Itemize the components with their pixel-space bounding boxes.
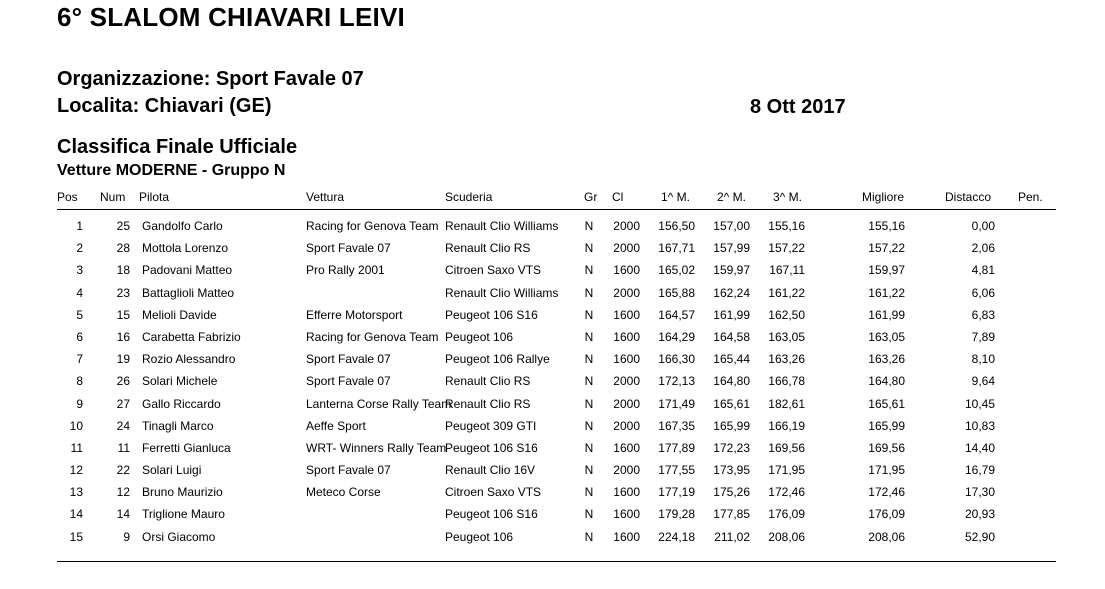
header-gr: Gr — [584, 190, 598, 204]
cell-gr: N — [584, 219, 594, 233]
cell-m3: 167,11 — [769, 263, 805, 278]
table-header — [0, 190, 1105, 208]
cell-num: 24 — [116, 418, 130, 433]
cell-best: 165,61 — [868, 396, 905, 411]
table-row — [0, 327, 1105, 349]
cell-num: 23 — [116, 285, 130, 300]
cell-m3: 161,22 — [768, 285, 805, 300]
cell-m1: 224,18 — [658, 529, 695, 544]
cell-dist: 52,90 — [964, 529, 995, 544]
cell-m1: 167,35 — [658, 418, 695, 433]
cell-scuderia: Renault Clio Williams — [445, 285, 559, 300]
table-row — [0, 482, 1105, 504]
table-row — [0, 438, 1105, 460]
cell-scuderia: Renault Clio RS — [445, 241, 531, 256]
cell-scuderia: Renault Clio RS — [445, 374, 531, 389]
cell-m2: 164,80 — [713, 374, 750, 389]
cell-scuderia: Peugeot 106 Rallye — [445, 352, 550, 367]
cell-pos: 14 — [69, 507, 83, 522]
cell-m3: 166,19 — [768, 418, 805, 433]
header-pos: Pos — [57, 190, 78, 204]
cell-scuderia: Peugeot 106 — [445, 529, 514, 544]
cell-pilota: Solari Michele — [142, 374, 218, 389]
cell-vettura: Efferre Motorsport — [306, 307, 403, 322]
cell-gr: N — [584, 485, 594, 500]
cell-m1: 177,89 — [658, 440, 695, 455]
cell-dist: 6,83 — [971, 307, 995, 322]
cell-m3: 182,61 — [768, 396, 805, 411]
cell-vettura: Racing for Genova Team — [306, 329, 439, 344]
cell-best: 171,95 — [868, 463, 905, 478]
cell-pos: 4 — [76, 285, 83, 300]
cell-m3: 157,22 — [768, 241, 805, 256]
cell-cl: 1600 — [613, 507, 640, 522]
cell-gr: N — [584, 529, 594, 544]
cell-cl: 1600 — [613, 352, 640, 367]
cell-gr: N — [584, 285, 594, 300]
cell-best: 159,97 — [868, 263, 905, 278]
cell-cl: 2000 — [613, 463, 640, 478]
cell-pilota: Gallo Riccardo — [142, 396, 221, 411]
cell-m2: 164,58 — [713, 329, 750, 344]
table-row — [0, 283, 1105, 305]
cell-m2: 159,97 — [713, 263, 750, 278]
header-scuderia: Scuderia — [445, 190, 493, 204]
cell-pos: 9 — [76, 396, 83, 411]
cell-m3: 176,09 — [768, 507, 805, 522]
cell-scuderia: Peugeot 106 S16 — [445, 307, 538, 322]
cell-scuderia: Citroen Saxo VTS — [445, 263, 542, 278]
cell-scuderia: Peugeot 106 S16 — [445, 440, 538, 455]
cell-gr: N — [584, 440, 594, 455]
cell-m3: 162,50 — [768, 307, 805, 322]
header-num: Num — [100, 190, 126, 204]
cell-gr: N — [584, 418, 594, 433]
cell-dist: 7,89 — [971, 329, 995, 344]
cell-m3: 166,78 — [768, 374, 805, 389]
cell-best: 176,09 — [868, 507, 905, 522]
cell-pilota: Gandolfo Carlo — [142, 219, 223, 233]
cell-num: 22 — [116, 463, 130, 478]
cell-pilota: Bruno Maurizio — [142, 485, 223, 500]
cell-cl: 2000 — [613, 418, 640, 433]
cell-dist: 8,10 — [971, 352, 995, 367]
cell-gr: N — [584, 396, 594, 411]
cell-num: 19 — [116, 352, 130, 367]
cell-best: 172,46 — [868, 485, 905, 500]
cell-num: 16 — [116, 329, 130, 344]
cell-dist: 6,06 — [971, 285, 995, 300]
cell-m3: 208,06 — [768, 529, 805, 544]
cell-m3: 163,05 — [768, 329, 805, 344]
cell-cl: 2000 — [613, 241, 640, 256]
cell-vettura: Pro Rally 2001 — [306, 263, 385, 278]
cell-best: 169,56 — [868, 440, 905, 455]
location-label: Localita: Chiavari (GE) — [57, 95, 272, 117]
cell-pos: 6 — [76, 329, 83, 344]
cell-m2: 157,99 — [713, 241, 750, 256]
cell-pos: 7 — [76, 352, 83, 367]
header-pen: Pen. — [1018, 190, 1043, 204]
cell-m1: 164,57 — [658, 307, 695, 322]
cell-scuderia: Peugeot 106 — [445, 329, 514, 344]
cell-dist: 10,83 — [964, 418, 995, 433]
cell-cl: 1600 — [613, 329, 640, 344]
cell-pilota: Ferretti Gianluca — [142, 440, 231, 455]
cell-gr: N — [584, 263, 594, 278]
cell-best: 163,05 — [868, 329, 905, 344]
cell-cl: 1600 — [613, 485, 640, 500]
classification-title: Classifica Finale Ufficiale — [57, 136, 298, 158]
cell-m2: 162,24 — [713, 285, 750, 300]
table-row — [0, 216, 1105, 238]
cell-m1: 177,19 — [658, 485, 695, 500]
cell-dist: 10,45 — [964, 396, 995, 411]
cell-vettura: Sport Favale 07 — [306, 352, 391, 367]
cell-m2: 173,95 — [713, 463, 750, 478]
results-table — [0, 216, 1105, 549]
page-title: 6° SLALOM CHIAVARI LEIVI — [57, 2, 405, 32]
table-row — [0, 260, 1105, 282]
cell-best: 165,99 — [868, 418, 905, 433]
cell-cl: 2000 — [613, 219, 640, 233]
cell-dist: 9,64 — [971, 374, 995, 389]
cell-num: 12 — [116, 485, 130, 500]
cell-cl: 1600 — [613, 307, 640, 322]
table-row — [0, 238, 1105, 260]
cell-cl: 1600 — [613, 263, 640, 278]
cell-vettura: Racing for Genova Team — [306, 219, 439, 233]
cell-pilota: Orsi Giacomo — [142, 529, 216, 544]
table-row — [0, 349, 1105, 371]
cell-pos: 1 — [76, 219, 83, 233]
cell-gr: N — [584, 307, 594, 322]
cell-m2: 161,99 — [713, 307, 750, 322]
organization-label: Organizzazione: Sport Favale 07 — [57, 68, 364, 90]
header-pilota: Pilota — [139, 190, 170, 204]
cell-vettura: Sport Favale 07 — [306, 463, 391, 478]
cell-m2: 165,61 — [713, 396, 750, 411]
table-row — [0, 305, 1105, 327]
table-row — [0, 460, 1105, 482]
cell-m1: 165,02 — [658, 263, 695, 278]
cell-pilota: Melioli Davide — [142, 307, 217, 322]
header-dist: Distacco — [945, 190, 992, 204]
table-row — [0, 504, 1105, 526]
cell-pilota: Triglione Mauro — [142, 507, 225, 522]
cell-m1: 164,29 — [658, 329, 695, 344]
cell-best: 208,06 — [868, 529, 905, 544]
cell-pilota: Battaglioli Matteo — [142, 285, 235, 300]
header-m2: 2^ M. — [717, 190, 746, 204]
cell-m1: 167,71 — [658, 241, 695, 256]
cell-dist: 16,79 — [964, 463, 995, 478]
cell-dist: 4,81 — [971, 263, 995, 278]
table-row — [0, 371, 1105, 393]
cell-m3: 163,26 — [768, 352, 805, 367]
cell-m3: 169,56 — [768, 440, 805, 455]
cell-dist: 0,00 — [971, 219, 995, 233]
cell-m3: 172,46 — [768, 485, 805, 500]
cell-m2: 211,02 — [714, 529, 750, 544]
cell-num: 14 — [116, 507, 130, 522]
cell-m2: 177,85 — [713, 507, 750, 522]
cell-pilota: Carabetta Fabrizio — [142, 329, 241, 344]
footer-divider — [57, 561, 1056, 562]
cell-best: 157,22 — [868, 241, 905, 256]
table-row — [0, 416, 1105, 438]
cell-vettura: WRT- Winners Rally Team — [306, 440, 447, 455]
cell-vettura: Meteco Corse — [306, 485, 381, 500]
cell-vettura: Sport Favale 07 — [306, 374, 391, 389]
cell-scuderia: Renault Clio 16V — [445, 463, 536, 478]
cell-num: 18 — [116, 263, 130, 278]
header-m1: 1^ M. — [661, 190, 690, 204]
cell-dist: 14,40 — [964, 440, 995, 455]
cell-pos: 15 — [69, 529, 83, 544]
cell-scuderia: Renault Clio RS — [445, 396, 531, 411]
cell-num: 11 — [117, 440, 130, 455]
cell-m1: 172,13 — [658, 374, 695, 389]
cell-scuderia: Renault Clio Williams — [445, 219, 559, 233]
cell-cl: 2000 — [613, 374, 640, 389]
table-row — [0, 527, 1105, 549]
cell-pilota: Tinagli Marco — [142, 418, 214, 433]
cell-gr: N — [584, 507, 594, 522]
cell-best: 155,16 — [868, 219, 905, 233]
cell-scuderia: Citroen Saxo VTS — [445, 485, 542, 500]
cell-m2: 165,99 — [713, 418, 750, 433]
cell-num: 25 — [116, 219, 130, 233]
cell-vettura: Aeffe Sport — [306, 418, 366, 433]
cell-m1: 171,49 — [658, 396, 695, 411]
cell-m1: 177,55 — [658, 463, 695, 478]
cell-pilota: Padovani Matteo — [142, 263, 233, 278]
cell-gr: N — [584, 374, 594, 389]
header-best: Migliore — [862, 190, 905, 204]
category-subtitle: Vetture MODERNE - Gruppo N — [57, 162, 286, 179]
cell-pos: 5 — [76, 307, 83, 322]
cell-scuderia: Peugeot 309 GTI — [445, 418, 537, 433]
cell-vettura: Lanterna Corse Rally Team — [306, 396, 452, 411]
cell-m2: 172,23 — [713, 440, 750, 455]
cell-pos: 3 — [76, 263, 83, 278]
cell-m1: 165,88 — [658, 285, 695, 300]
event-date: 8 Ott 2017 — [750, 96, 846, 118]
cell-best: 163,26 — [868, 352, 905, 367]
header-vettura: Vettura — [306, 190, 345, 204]
header-m3: 3^ M. — [773, 190, 802, 204]
cell-pilota: Rozio Alessandro — [142, 352, 236, 367]
cell-best: 164,80 — [868, 374, 905, 389]
cell-cl: 1600 — [613, 529, 640, 544]
cell-pos: 12 — [69, 463, 83, 478]
cell-m3: 155,16 — [768, 219, 805, 233]
cell-m3: 171,95 — [768, 463, 805, 478]
cell-pilota: Solari Luigi — [142, 463, 202, 478]
cell-best: 161,22 — [868, 285, 905, 300]
header-divider — [57, 209, 1056, 210]
cell-m1: 166,30 — [658, 352, 695, 367]
cell-num: 28 — [116, 241, 130, 256]
cell-m2: 165,44 — [713, 352, 750, 367]
cell-best: 161,99 — [868, 307, 905, 322]
header-cl: Cl — [612, 190, 624, 204]
cell-pos: 11 — [70, 440, 83, 455]
cell-pilota: Mottola Lorenzo — [142, 241, 229, 256]
cell-num: 26 — [116, 374, 130, 389]
cell-pos: 2 — [76, 241, 83, 256]
cell-m2: 157,00 — [713, 219, 750, 233]
cell-vettura: Sport Favale 07 — [306, 241, 391, 256]
cell-dist: 20,93 — [964, 507, 995, 522]
cell-gr: N — [584, 352, 594, 367]
cell-gr: N — [584, 329, 594, 344]
cell-cl: 2000 — [613, 285, 640, 300]
cell-cl: 1600 — [613, 440, 640, 455]
cell-m2: 175,26 — [713, 485, 750, 500]
cell-m1: 179,28 — [658, 507, 695, 522]
cell-num: 15 — [116, 307, 130, 322]
cell-num: 27 — [116, 396, 130, 411]
table-row — [0, 394, 1105, 416]
cell-scuderia: Peugeot 106 S16 — [445, 507, 538, 522]
cell-pos: 10 — [69, 418, 83, 433]
cell-m1: 156,50 — [658, 219, 695, 233]
cell-num: 9 — [123, 529, 130, 544]
cell-dist: 17,30 — [964, 485, 995, 500]
cell-pos: 8 — [76, 374, 83, 389]
cell-gr: N — [584, 463, 594, 478]
cell-pos: 13 — [69, 485, 83, 500]
cell-dist: 2,06 — [971, 241, 995, 256]
cell-cl: 2000 — [613, 396, 640, 411]
cell-gr: N — [584, 241, 594, 256]
